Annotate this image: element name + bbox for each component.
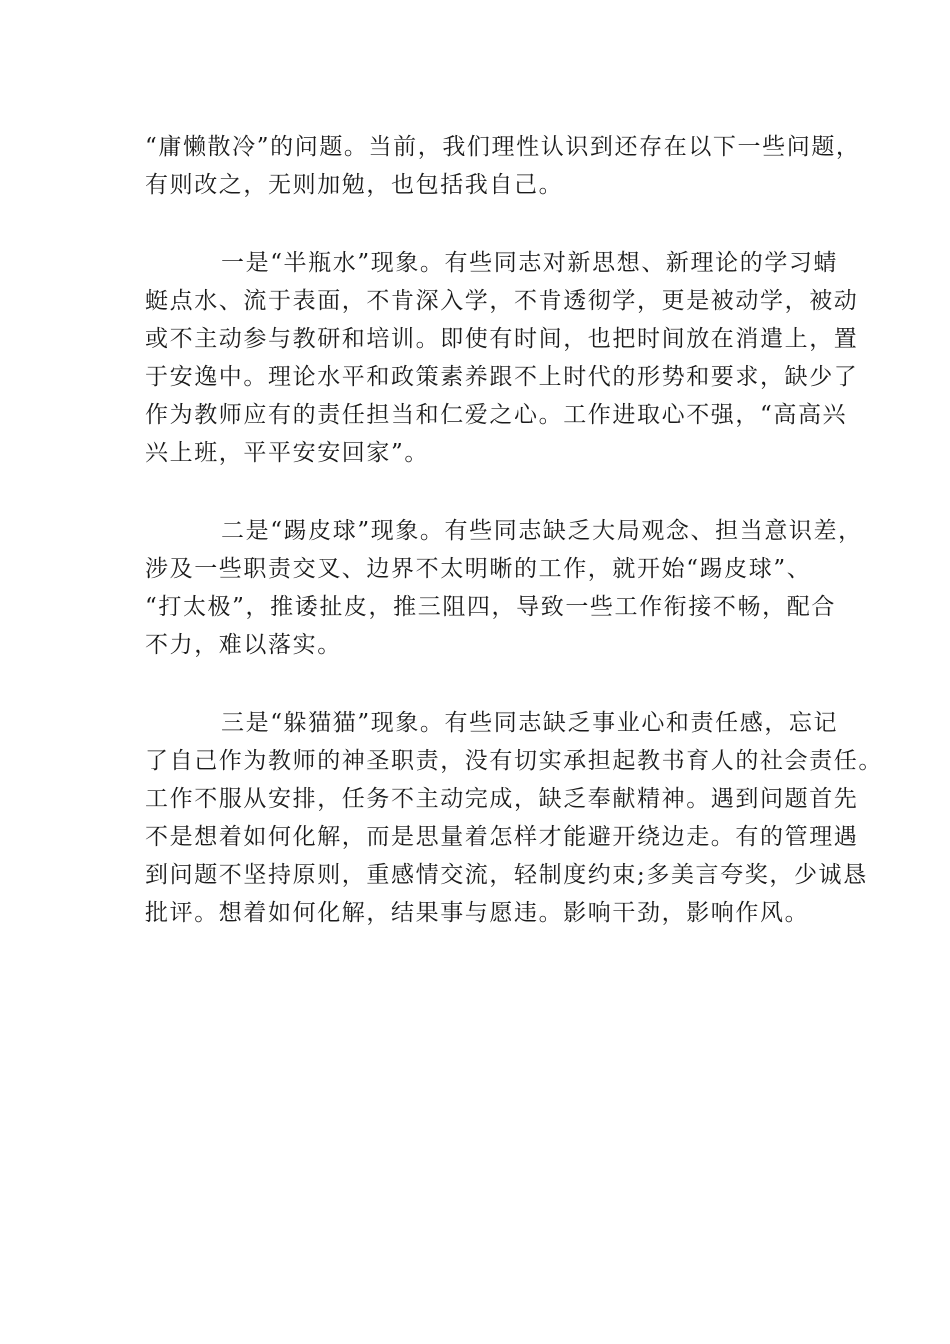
text-line: 涉及一些职责交叉、边界不太明晰的工作，就开始“踢皮球”、 bbox=[145, 556, 812, 582]
paragraph-kick-ball bbox=[145, 512, 863, 664]
text-line: 不力，难以落实。 bbox=[145, 632, 342, 658]
text-line: “打太极”，推诿扯皮，推三阻四，导致一些工作衔接不畅，配合 bbox=[145, 594, 836, 620]
text-line: 有则改之，无则加勉，也包括我自己。 bbox=[145, 172, 564, 198]
text-line: 三是“躲猫猫”现象。有些同志缺乏事业心和责任感，忘记 bbox=[221, 710, 839, 736]
text-line: 一是“半瓶水”现象。有些同志对新思想、新理论的学习蜻 bbox=[221, 250, 839, 276]
text-line: 蜓点水、流于表面，不肯深入学，不肯透彻学，更是被动学，被动 bbox=[145, 288, 859, 314]
text-line: 到问题不坚持原则，重感情交流，轻制度约束;多美言夸奖，少诚恳 bbox=[145, 862, 868, 888]
text-line: 作为教师应有的责任担当和仁爱之心。工作进取心不强，“高高兴 bbox=[145, 402, 848, 428]
paragraph-hide-and-seek bbox=[145, 704, 883, 932]
text-line: 工作不服从安排，任务不主动完成，缺乏奉献精神。遇到问题首先 bbox=[145, 786, 859, 812]
text-line: 二是“踢皮球”现象。有些同志缺乏大局观念、担当意识差， bbox=[221, 518, 863, 544]
text-line: 了自己作为教师的神圣职责，没有切实承担起教书育人的社会责任。 bbox=[145, 748, 883, 774]
paragraph-intro bbox=[145, 128, 861, 204]
text-line: 批评。想着如何化解，结果事与愿违。影响干劲，影响作风。 bbox=[145, 900, 810, 926]
text-line: 不是想着如何化解，而是思量着怎样才能避开绕边走。有的管理遇 bbox=[145, 824, 859, 850]
paragraph-half-bottle bbox=[145, 244, 859, 472]
paragraph-spacer bbox=[145, 204, 810, 244]
text-line: 或不主动参与教研和培训。即使有时间，也把时间放在消遣上，置 bbox=[145, 326, 859, 352]
text-line: “庸懒散冷”的问题。当前，我们理性认识到还存在以下一些问题， bbox=[145, 134, 861, 160]
text-line: 兴上班，平平安安回家”。 bbox=[145, 440, 429, 466]
paragraph-spacer bbox=[145, 664, 810, 704]
text-line: 于安逸中。理论水平和政策素养跟不上时代的形势和要求，缺少了 bbox=[145, 364, 859, 390]
paragraph-spacer bbox=[145, 472, 810, 512]
document-body bbox=[145, 128, 883, 932]
